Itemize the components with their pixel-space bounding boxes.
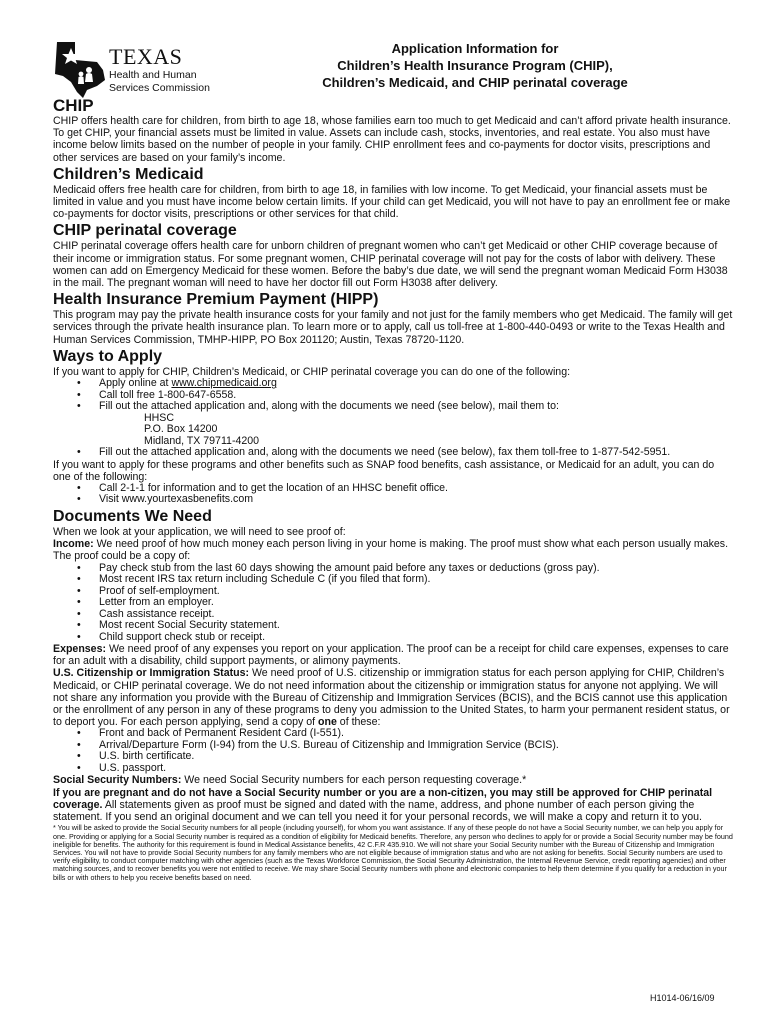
title-line-1: Application Information for: [391, 41, 559, 56]
apply-other-list: [53, 483, 733, 506]
list-item: • Most recent IRS tax return including Schedule C (if you filed that form).: [53, 574, 733, 586]
list-item: • Arrival/Departure Form (I-94) from the U.S. Bureau of Citizenship and Immigration Service (BCIS).: [53, 740, 733, 752]
ssn-footnote: * You will be asked to provide the Social Security numbers for all people (including yourself), for whom you want assistance. If any of these people do not have a Social Security number, we can help you apply for one. Providing or applying for a Social Security number is required as a condition of eligibility for Medicaid benefits. Therefore, any person who declines to apply for or provide a Social Security number may be found ineligible for benefits. The authority for this requirement is found in Medical Assistance benefits, 42 C.F.R 435.910. We will not share your Social Security number with the Bureau of Citizenship and Immigration Services. You will not have to provide Social Security numbers for any family members who are not eligible because of immigration status and who are not asking for benefits. Social Security numbers are used to verify eligibility, to conduct computer matching with other agencies (such as the Texas Workforce Commission, the Social Security Administration, the Internal Revenue Service, credit reporting agencies) and other matching sources, and to recover benefits you were not entitled to receive. We may share Social Security numbers with phone and electronic companies to help them determine if you qualify for a reduction in your bills or with others to help you receive benefits based on need.: [53, 823, 733, 882]
expenses-paragraph: [53, 643, 733, 667]
hipp-paragraph: This program may pay the private health insurance costs for your family and not just for the family members who get Medicaid. The family will get services through the private health insurance plan. To learn more or to apply, call us toll-free at 1-800-440-0493 or write to the Texas Health and Human Services Commission, TMHP-HIPP, PO Box 201120; Austin, Texas 78720-1120.: [53, 309, 733, 346]
texas-state-star-logo-icon: [53, 40, 109, 98]
income-text: We need proof of how much money each person living in your home is making. The proof must show what each person usually makes. The proof could be a copy of:: [53, 538, 729, 563]
list-item: • U.S. birth certificate.: [53, 751, 733, 763]
apply-list: [53, 378, 733, 413]
list-item: • Proof of self-employment.: [53, 586, 733, 598]
citizenship-paragraph: [53, 667, 733, 728]
citizenship-list: [53, 728, 733, 774]
citizenship-one: one: [318, 716, 337, 729]
list-item: • Child support check stub or receipt.: [53, 632, 733, 644]
section-heading-documents: Documents We Need: [53, 507, 212, 525]
medicaid-paragraph: Medicaid offers free health care for children, from birth to age 18, in families with low income. To get Medicaid, your financial assets must be limited in value and you must have income below certain limits. If your child can get Medicaid, you will not have to pay an enrollment fee or make co-payments for doctor visits, prescriptions or other services for that child.: [53, 183, 731, 221]
pregnant-paragraph: [53, 787, 733, 824]
list-item: • Fill out the attached application and, along with the documents we need (see below), mail them to:: [53, 401, 733, 413]
income-paragraph: [53, 538, 733, 562]
ssn-paragraph: [53, 774, 733, 786]
section-heading-apply: Ways to Apply: [53, 347, 163, 365]
section-heading-medicaid: Children’s Medicaid: [53, 165, 204, 183]
form-number: H1014-06/16/09: [650, 993, 715, 1003]
logo-texas-text: TEXAS: [109, 44, 183, 69]
list-item: • Fill out the attached application and, along with the documents we need (see below), fax them toll-free to 1-877-542-5951.: [53, 447, 733, 459]
apply-intro: If you want to apply for CHIP, Children’s Medicaid, or CHIP perinatal coverage you can do one of the following:: [53, 365, 571, 378]
chipmedicaid-link[interactable]: www.chipmedicaid.org: [171, 377, 277, 390]
apply-other-intro: If you want to apply for these programs and other benefits such as SNAP food benefits, cash assistance, or Medicaid for an adult, you can do one of the following:: [53, 458, 715, 483]
list-item: [53, 378, 733, 390]
pregnant-text: All statements given as proof must be signed and dated with the name, address, and phone number of each person giving the statement. If you send an original document and we can tell you need it for your personal records, we will make a copy and return it to you.: [53, 798, 702, 824]
title-line-3: Children’s Medicaid, and CHIP perinatal coverage: [322, 75, 628, 90]
citizenship-label: U.S. Citizenship or Immigration Status:: [53, 667, 249, 680]
section-heading-hipp: Health Insurance Premium Payment (HIPP): [53, 291, 379, 309]
apply-online-prefix: Apply online at: [99, 377, 172, 390]
list-item: • Call toll free 1-800-647-6558.: [53, 390, 733, 402]
list-item: • U.S. passport.: [53, 763, 733, 775]
mailing-address-line-2: P.O. Box 14200: [144, 423, 218, 436]
list-item: • Front and back of Permanent Resident Card (I-551).: [53, 728, 733, 740]
list-item: • Pay check stub from the last 60 days showing the amount paid before any taxes or deductions (gross pay).: [53, 563, 733, 575]
income-label: Income:: [53, 538, 94, 551]
expenses-label: Expenses:: [53, 643, 106, 656]
citizenship-text: We need proof of U.S. citizenship or immigration status for each person applying for CHIP, Children’s Medicaid, or CHIP perinatal coverage. We do not need information about the citizenship or immigration status for anyone not applying. We will not share any information you provide with the Bureau of Citizenship and Immigration Services (BCIS), and the BCIS cannot use this application or the enrollment of any person in any of these programs to deny you admission to the United States, to harm your permanent resident status, or to deport you. For each person applying, send a copy of: [53, 667, 730, 729]
logo-line-2: Services Commission: [109, 82, 210, 94]
list-item: • Call 2-1-1 for information and to get the location of an HHSC benefit office.: [53, 483, 733, 495]
document-body: [53, 96, 733, 882]
documents-intro: When we look at your application, we will need to see proof of:: [53, 525, 346, 538]
ssn-label: Social Security Numbers:: [53, 774, 182, 787]
pregnant-bold-text: If you are pregnant and do not have a Social Security number or you are a non-citizen, you may still be approved for CHIP perinatal coverage.: [53, 786, 713, 811]
hhsc-logo: [53, 40, 228, 98]
list-item: • Visit www.yourtexasbenefits.com: [53, 494, 733, 506]
chip-paragraph: CHIP offers health care for children, from birth to age 18, whose families earn too much to get Medicaid and can’t afford private health insurance. To get CHIP, your financial assets must be limited in value. Assets can include cash, stocks, inventories, and real estate. You also must have income below limits based on the number of people in your family. CHIP enrollment fees and co-payments for doctor visits, prescriptions and other services are based on your family’s income.: [53, 115, 731, 164]
expenses-text: We need proof of any expenses you report on your application. The proof can be a receipt for child care expenses, expenses to care for an adult with a disability, child support payments, or alimony payments.: [53, 643, 729, 668]
list-item: • Letter from an employer.: [53, 597, 733, 609]
section-heading-chip: CHIP: [53, 96, 94, 115]
mailing-address-line-1: HHSC: [144, 411, 175, 424]
citizenship-end: of these:: [336, 716, 381, 729]
mailing-address-line-3: Midland, TX 79711-4200: [144, 434, 260, 447]
list-item: • Most recent Social Security statement.: [53, 620, 733, 632]
document-title: [290, 40, 660, 91]
perinatal-paragraph: CHIP perinatal coverage offers health care for unborn children of pregnant women who can’t get Medicaid or other CHIP coverage because of their income or immigration status. For some pregnant women, CHIP perinatal coverage will not pay for the costs of labor with delivery. These women can add on Emergency Medicaid for these women. Before the baby’s due date, we will send the pregnant woman Medicaid Form H3038 in the mail. The pregnant woman will need to have her doctor fill out Form H3038 after delivery.: [53, 240, 728, 290]
income-list: [53, 563, 733, 644]
ssn-text: We need Social Security numbers for each person requesting coverage.*: [181, 774, 527, 787]
section-heading-perinatal: CHIP perinatal coverage: [53, 222, 237, 240]
apply-fax-list: [53, 447, 733, 459]
logo-line-1: Health and Human: [109, 69, 197, 81]
title-line-2: Children’s Health Insurance Program (CHIP),: [337, 58, 613, 73]
list-item: • Cash assistance receipt.: [53, 609, 733, 621]
